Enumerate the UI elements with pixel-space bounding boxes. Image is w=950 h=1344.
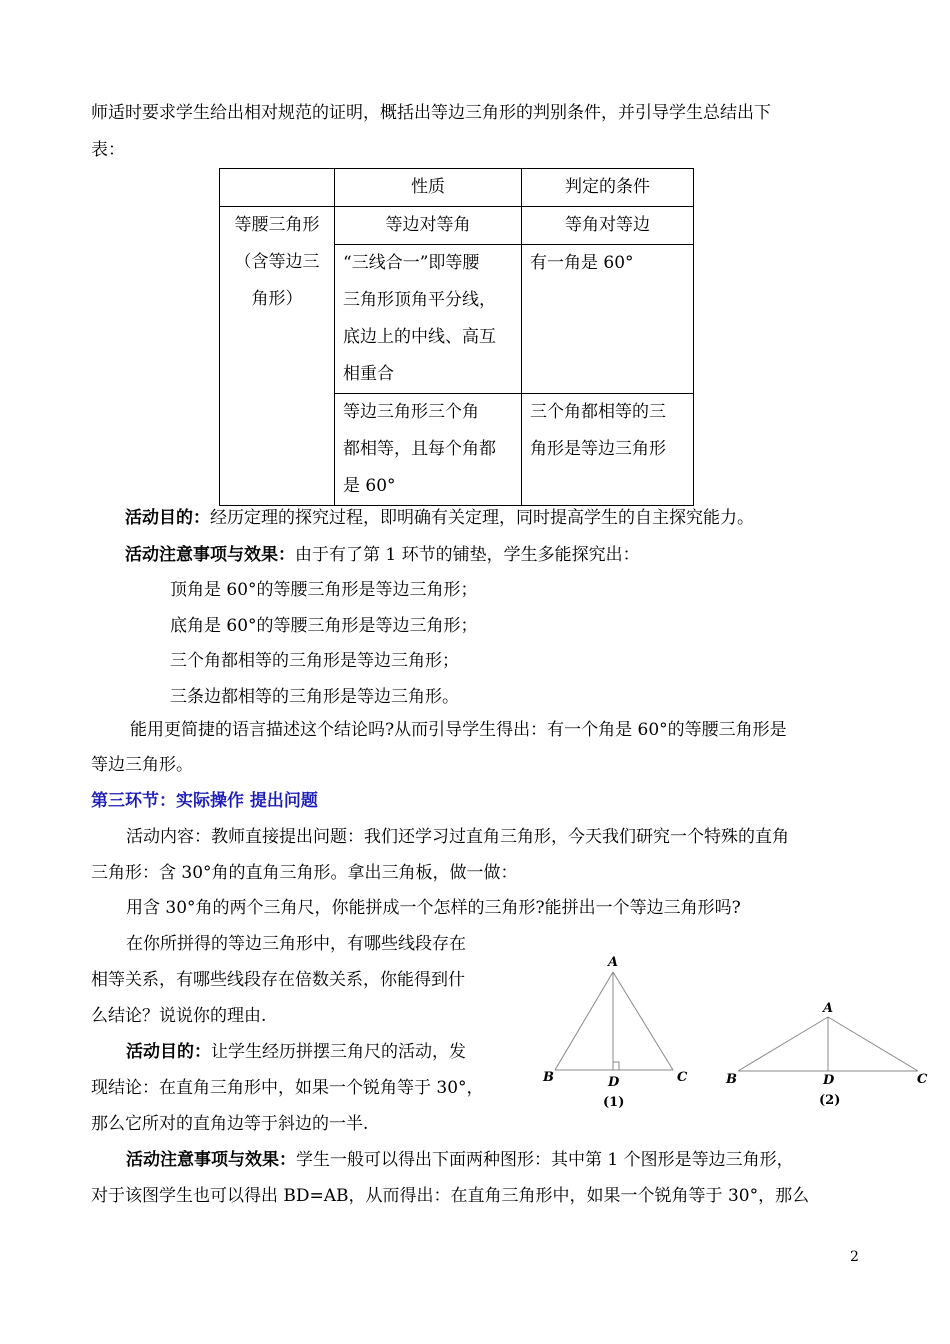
purpose-paragraph-2 xyxy=(126,1037,466,1062)
conclusion-line-1: 能用更简捷的语言描述这个结论吗?从而引导学生得出：有一个角是 60°的等腰三角形是 xyxy=(130,720,787,740)
content-line-1: 活动内容：教师直接提出问题：我们还学习过直角三角形，今天我们研究一个特殊的直角 xyxy=(126,827,789,847)
table-row xyxy=(220,207,694,245)
table-header-condition: 判定的条件 xyxy=(522,169,694,207)
table-cell-condition xyxy=(522,394,694,506)
fig2-side-ac xyxy=(828,1017,918,1071)
cell-line: 相重合 xyxy=(343,364,394,384)
question2-line-3: 么结论？说说你的理由. xyxy=(91,1006,267,1026)
fig1-label-c: C xyxy=(677,1070,688,1085)
table-header-property: 性质 xyxy=(335,169,522,207)
fact-line: 三个角都相等的三角形是等边三角形； xyxy=(170,651,459,671)
fact-line: 三条边都相等的三角形是等边三角形。 xyxy=(170,687,459,707)
table-cell-condition: 有一角是 60° xyxy=(522,245,694,394)
notes-label: 活动注意事项与效果： xyxy=(125,545,295,565)
notes-paragraph-2 xyxy=(126,1145,794,1170)
purpose-label: 活动目的： xyxy=(125,508,210,528)
fig1-label-b: B xyxy=(543,1070,554,1085)
cell-line: 等边三角形三个角 xyxy=(343,402,479,422)
notes-paragraph-1 xyxy=(125,540,640,565)
purpose2-line-3: 那么它所对的直角边等于斜边的一半. xyxy=(91,1114,369,1134)
cell-line: 三个角都相等的三 xyxy=(530,402,666,422)
row-name-line: 等腰三角形 xyxy=(234,215,320,235)
table-header-empty xyxy=(220,169,335,207)
fig2-label-b: B xyxy=(726,1072,737,1087)
fact-line: 底角是 60°的等腰三角形是等边三角形； xyxy=(170,616,478,636)
fig2-side-ab xyxy=(738,1017,828,1071)
intro-line-1: 师适时要求学生给出相对规范的证明，概括出等边三角形的判别条件，并引导学生总结出下 xyxy=(91,103,771,123)
table-cell-property xyxy=(335,245,522,394)
cell-line: 是 60° xyxy=(343,476,396,496)
fig1-side-ac xyxy=(613,972,673,1070)
purpose-paragraph-1 xyxy=(125,503,754,528)
purpose-label: 活动目的： xyxy=(126,1042,211,1062)
cell-line: 角形是等边三角形 xyxy=(530,439,666,459)
fig1-label-d: D xyxy=(608,1075,620,1090)
content-line-2: 三角形：含 30°角的直角三角形。拿出三角板，做一做： xyxy=(91,863,518,883)
fig2-caption: (2) xyxy=(819,1093,841,1108)
row-name-line: （含等边三 xyxy=(234,252,320,272)
notes2-line-2: 对于该图学生也可以得出 BD=AB，从而得出：在直角三角形中，如果一个锐角等于 30°，那么 xyxy=(91,1186,810,1206)
fig2-label-a: A xyxy=(823,1001,834,1016)
row-name-line: 角形） xyxy=(251,289,303,309)
fig1-right-angle-mark xyxy=(613,1062,619,1070)
table-cell-property xyxy=(335,394,522,506)
fig1-side-ab xyxy=(555,972,613,1070)
purpose2-line-2: 现结论：在直角三角形中，如果一个锐角等于 30°， xyxy=(91,1078,484,1098)
fact-line: 顶角是 60°的等腰三角形是等边三角形； xyxy=(170,580,478,600)
properties-table xyxy=(219,168,694,506)
table-cell-condition: 等角对等边 xyxy=(522,207,694,245)
purpose-text: 让学生经历拼摆三角尺的活动，发 xyxy=(211,1042,466,1062)
intro-line-2: 表： xyxy=(91,140,125,160)
table-row-name xyxy=(220,207,335,506)
fig2-label-c: C xyxy=(917,1072,928,1087)
figure-2-triangle xyxy=(720,1005,930,1080)
section-heading: 第三环节：实际操作 提出问题 xyxy=(91,791,318,811)
fig2-label-d: D xyxy=(823,1073,835,1088)
cell-line: 底边上的中线、高互 xyxy=(343,327,496,347)
conclusion-line-2: 等边三角形。 xyxy=(91,755,193,775)
notes-text: 学生一般可以得出下面两种图形：其中第 1 个图形是等边三角形， xyxy=(296,1150,794,1170)
question-line: 用含 30°角的两个三角尺，你能拼成一个怎样的三角形?能拼出一个等边三角形吗? xyxy=(126,898,741,918)
notes-text: 由于有了第 1 环节的铺垫，学生多能探究出： xyxy=(295,545,640,565)
table-header-row xyxy=(220,169,694,207)
notes-label: 活动注意事项与效果： xyxy=(126,1150,296,1170)
question2-line-1: 在你所拼得的等边三角形中，有哪些线段存在 xyxy=(126,934,466,954)
figure-1-triangle xyxy=(540,960,700,1090)
table-cell-property: 等边对等角 xyxy=(335,207,522,245)
cell-line: 三角形顶角平分线， xyxy=(343,290,496,310)
page-number: 2 xyxy=(850,1249,859,1265)
cell-line: “三线合一”即等腰 xyxy=(343,253,480,273)
purpose-text: 经历定理的探究过程，即明确有关定理，同时提高学生的自主探究能力。 xyxy=(210,508,754,528)
cell-line: 都相等，且每个角都 xyxy=(343,439,496,459)
fig1-caption: (1) xyxy=(603,1095,625,1110)
fig1-label-a: A xyxy=(608,955,619,970)
question2-line-2: 相等关系，有哪些线段存在倍数关系，你能得到什 xyxy=(91,970,465,990)
